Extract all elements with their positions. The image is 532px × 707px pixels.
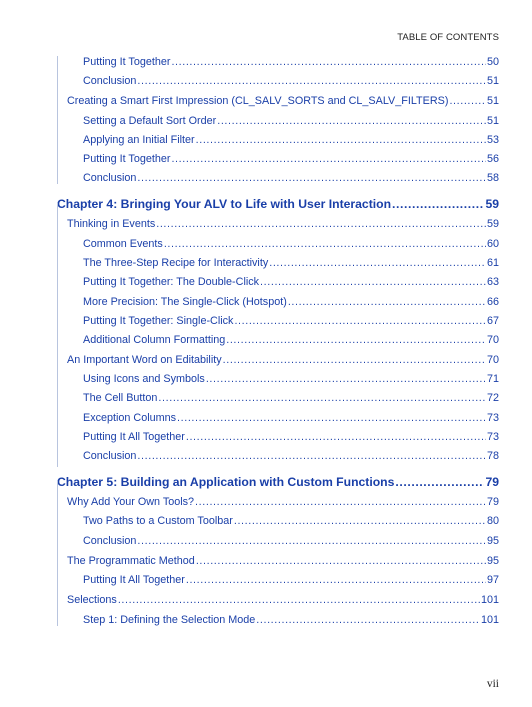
toc-entry-conclusion[interactable] [83,75,499,87]
toc-entry-page-number: 63 [486,276,499,288]
toc-entry-title: Common Events [83,238,163,250]
dot-leader [288,296,486,308]
toc-entry-selections[interactable] [67,594,499,606]
dot-leader [137,535,486,547]
toc-entry-thinking-in-events[interactable] [67,218,499,230]
toc-entry-title: Conclusion [83,75,137,87]
toc-entry-title: Additional Column Formatting [83,334,226,346]
toc-entry-putting-it-together-single-click[interactable] [83,315,499,327]
dot-leader [449,95,486,107]
dot-leader [137,75,486,87]
toc-entry-page-number: 53 [486,134,499,146]
toc-entry-page-number: 50 [486,56,499,68]
dot-leader [158,392,486,404]
toc-entry-title: Selections [67,594,117,606]
toc-entry-page-number: 58 [486,172,499,184]
toc-entry-title: Putting It Together: The Double-Click [83,276,260,288]
toc-entry-page-number: 78 [486,450,499,462]
toc-entry-title: Chapter 5: Building an Application with Custom Functions [57,475,395,489]
toc-entry-putting-it-all-together[interactable] [83,431,499,443]
toc-entry-putting-it-together[interactable] [83,153,499,165]
dot-leader [137,450,486,462]
toc-entry-title: Exception Columns [83,412,177,424]
toc-entry-title: Applying an Initial Filter [83,134,195,146]
toc-entry-applying-an-initial-filter[interactable] [83,134,499,146]
toc-entry-title: Using Icons and Symbols [83,373,205,385]
toc-entry-putting-it-together-the-double-click[interactable] [83,276,499,288]
dot-leader [226,334,486,346]
dot-leader [234,515,486,527]
toc-entry-page-number: 70 [486,354,499,366]
toc-entry-page-number: 61 [486,257,499,269]
page-folio: vii [486,678,499,690]
section-group-line [57,481,58,626]
section-group-line [57,203,58,467]
toc-entry-page-number: 79 [485,475,499,489]
toc-entry-page-number: 80 [486,515,499,527]
toc-entry-more-precision-the-single-click-hotspot[interactable] [83,296,499,308]
toc-entry-creating-a-smart-first-impression-cl-salv-sorts-and-cl-salv-filters[interactable] [67,95,499,107]
toc-entry-title: Step 1: Defining the Selection Mode [83,614,256,626]
toc-entry-title: Conclusion [83,535,137,547]
toc-entry-title: Conclusion [83,450,137,462]
toc-entry-page-number: 73 [486,412,499,424]
toc-entry-page-number: 56 [486,153,499,165]
toc-entry-title: Setting a Default Sort Order [83,115,217,127]
toc-entry-page-number: 73 [486,431,499,443]
toc-entry-exception-columns[interactable] [83,412,499,424]
toc-entry-page-number: 70 [486,334,499,346]
toc-entry-the-cell-button[interactable] [83,392,499,404]
toc-entry-step-1-defining-the-selection-mode[interactable] [83,614,499,626]
dot-leader [195,496,486,508]
dot-leader [118,594,480,606]
dot-leader [196,555,486,567]
dot-leader [269,257,486,269]
toc-entry-conclusion[interactable] [83,535,499,547]
toc-entry-page-number: 51 [486,115,499,127]
toc-chapter-chapter-4-bringing-your-alv-to-life-with-user-interaction[interactable] [57,197,499,211]
dot-leader [177,412,486,424]
toc-entry-page-number: 66 [486,296,499,308]
toc-entry-title: An Important Word on Editability [67,354,222,366]
toc-entry-the-three-step-recipe-for-interactivity[interactable] [83,257,499,269]
running-header: TABLE OF CONTENTS [397,32,499,43]
toc-entry-page-number: 95 [486,535,499,547]
toc-entry-conclusion[interactable] [83,172,499,184]
toc-entry-page-number: 101 [480,594,499,606]
dot-leader [395,475,484,489]
toc-entry-page-number: 72 [486,392,499,404]
dot-leader [392,197,484,211]
toc-entry-page-number: 71 [486,373,499,385]
toc-entry-title: Putting It All Together [83,574,185,586]
toc-entry-setting-a-default-sort-order[interactable] [83,115,499,127]
dot-leader [223,354,486,366]
toc-entry-page-number: 59 [485,197,499,211]
toc-entry-title: Chapter 4: Bringing Your ALV to Life with User Interaction [57,197,392,211]
toc-entry-page-number: 95 [486,555,499,567]
toc-entry-title: Putting It Together: Single-Click [83,315,234,327]
toc-entry-why-add-your-own-tools[interactable] [67,496,499,508]
dot-leader [137,172,486,184]
toc-entry-title: Why Add Your Own Tools? [67,496,195,508]
toc-entry-conclusion[interactable] [83,450,499,462]
toc-entry-page-number: 51 [486,75,499,87]
toc-entry-the-programmatic-method[interactable] [67,555,499,567]
toc-entry-title: The Programmatic Method [67,555,195,567]
toc-entry-additional-column-formatting[interactable] [83,334,499,346]
dot-leader [260,276,486,288]
toc-entry-title: Putting It All Together [83,431,185,443]
toc-entry-title: Putting It Together [83,153,171,165]
toc-entry-an-important-word-on-editability[interactable] [67,354,499,366]
toc-entry-title: Thinking in Events [67,218,156,230]
dot-leader [171,56,486,68]
toc-entry-common-events[interactable] [83,238,499,250]
toc-entry-title: More Precision: The Single-Click (Hotspot) [83,296,287,308]
dot-leader [186,431,486,443]
toc-entry-putting-it-all-together[interactable] [83,574,499,586]
dot-leader [164,238,486,250]
toc-entry-page-number: 79 [486,496,499,508]
dot-leader [217,115,486,127]
toc-entry-page-number: 101 [480,614,499,626]
dot-leader [196,134,486,146]
toc-entry-page-number: 97 [486,574,499,586]
dot-leader [234,315,486,327]
toc-entry-page-number: 51 [486,95,499,107]
toc-entry-two-paths-to-a-custom-toolbar[interactable] [83,515,499,527]
toc-entry-title: The Cell Button [83,392,158,404]
toc-entry-title: Putting It Together [83,56,171,68]
dot-leader [206,373,486,385]
toc-entry-title: Two Paths to a Custom Toolbar [83,515,233,527]
dot-leader [256,614,480,626]
toc-entry-using-icons-and-symbols[interactable] [83,373,499,385]
toc-entry-page-number: 67 [486,315,499,327]
dot-leader [171,153,486,165]
toc-entry-page-number: 60 [486,238,499,250]
toc-entry-title: Conclusion [83,172,137,184]
dot-leader [156,218,486,230]
section-group-line [57,56,58,184]
toc-entry-page-number: 59 [486,218,499,230]
dot-leader [186,574,486,586]
toc-entry-title: Creating a Smart First Impression (CL_SALV_SORTS and CL_SALV_FILTERS) [67,95,449,107]
toc-entry-title: The Three-Step Recipe for Interactivity [83,257,269,269]
toc-chapter-chapter-5-building-an-application-with-custom-functions[interactable] [57,475,499,489]
toc-entry-putting-it-together[interactable] [83,56,499,68]
